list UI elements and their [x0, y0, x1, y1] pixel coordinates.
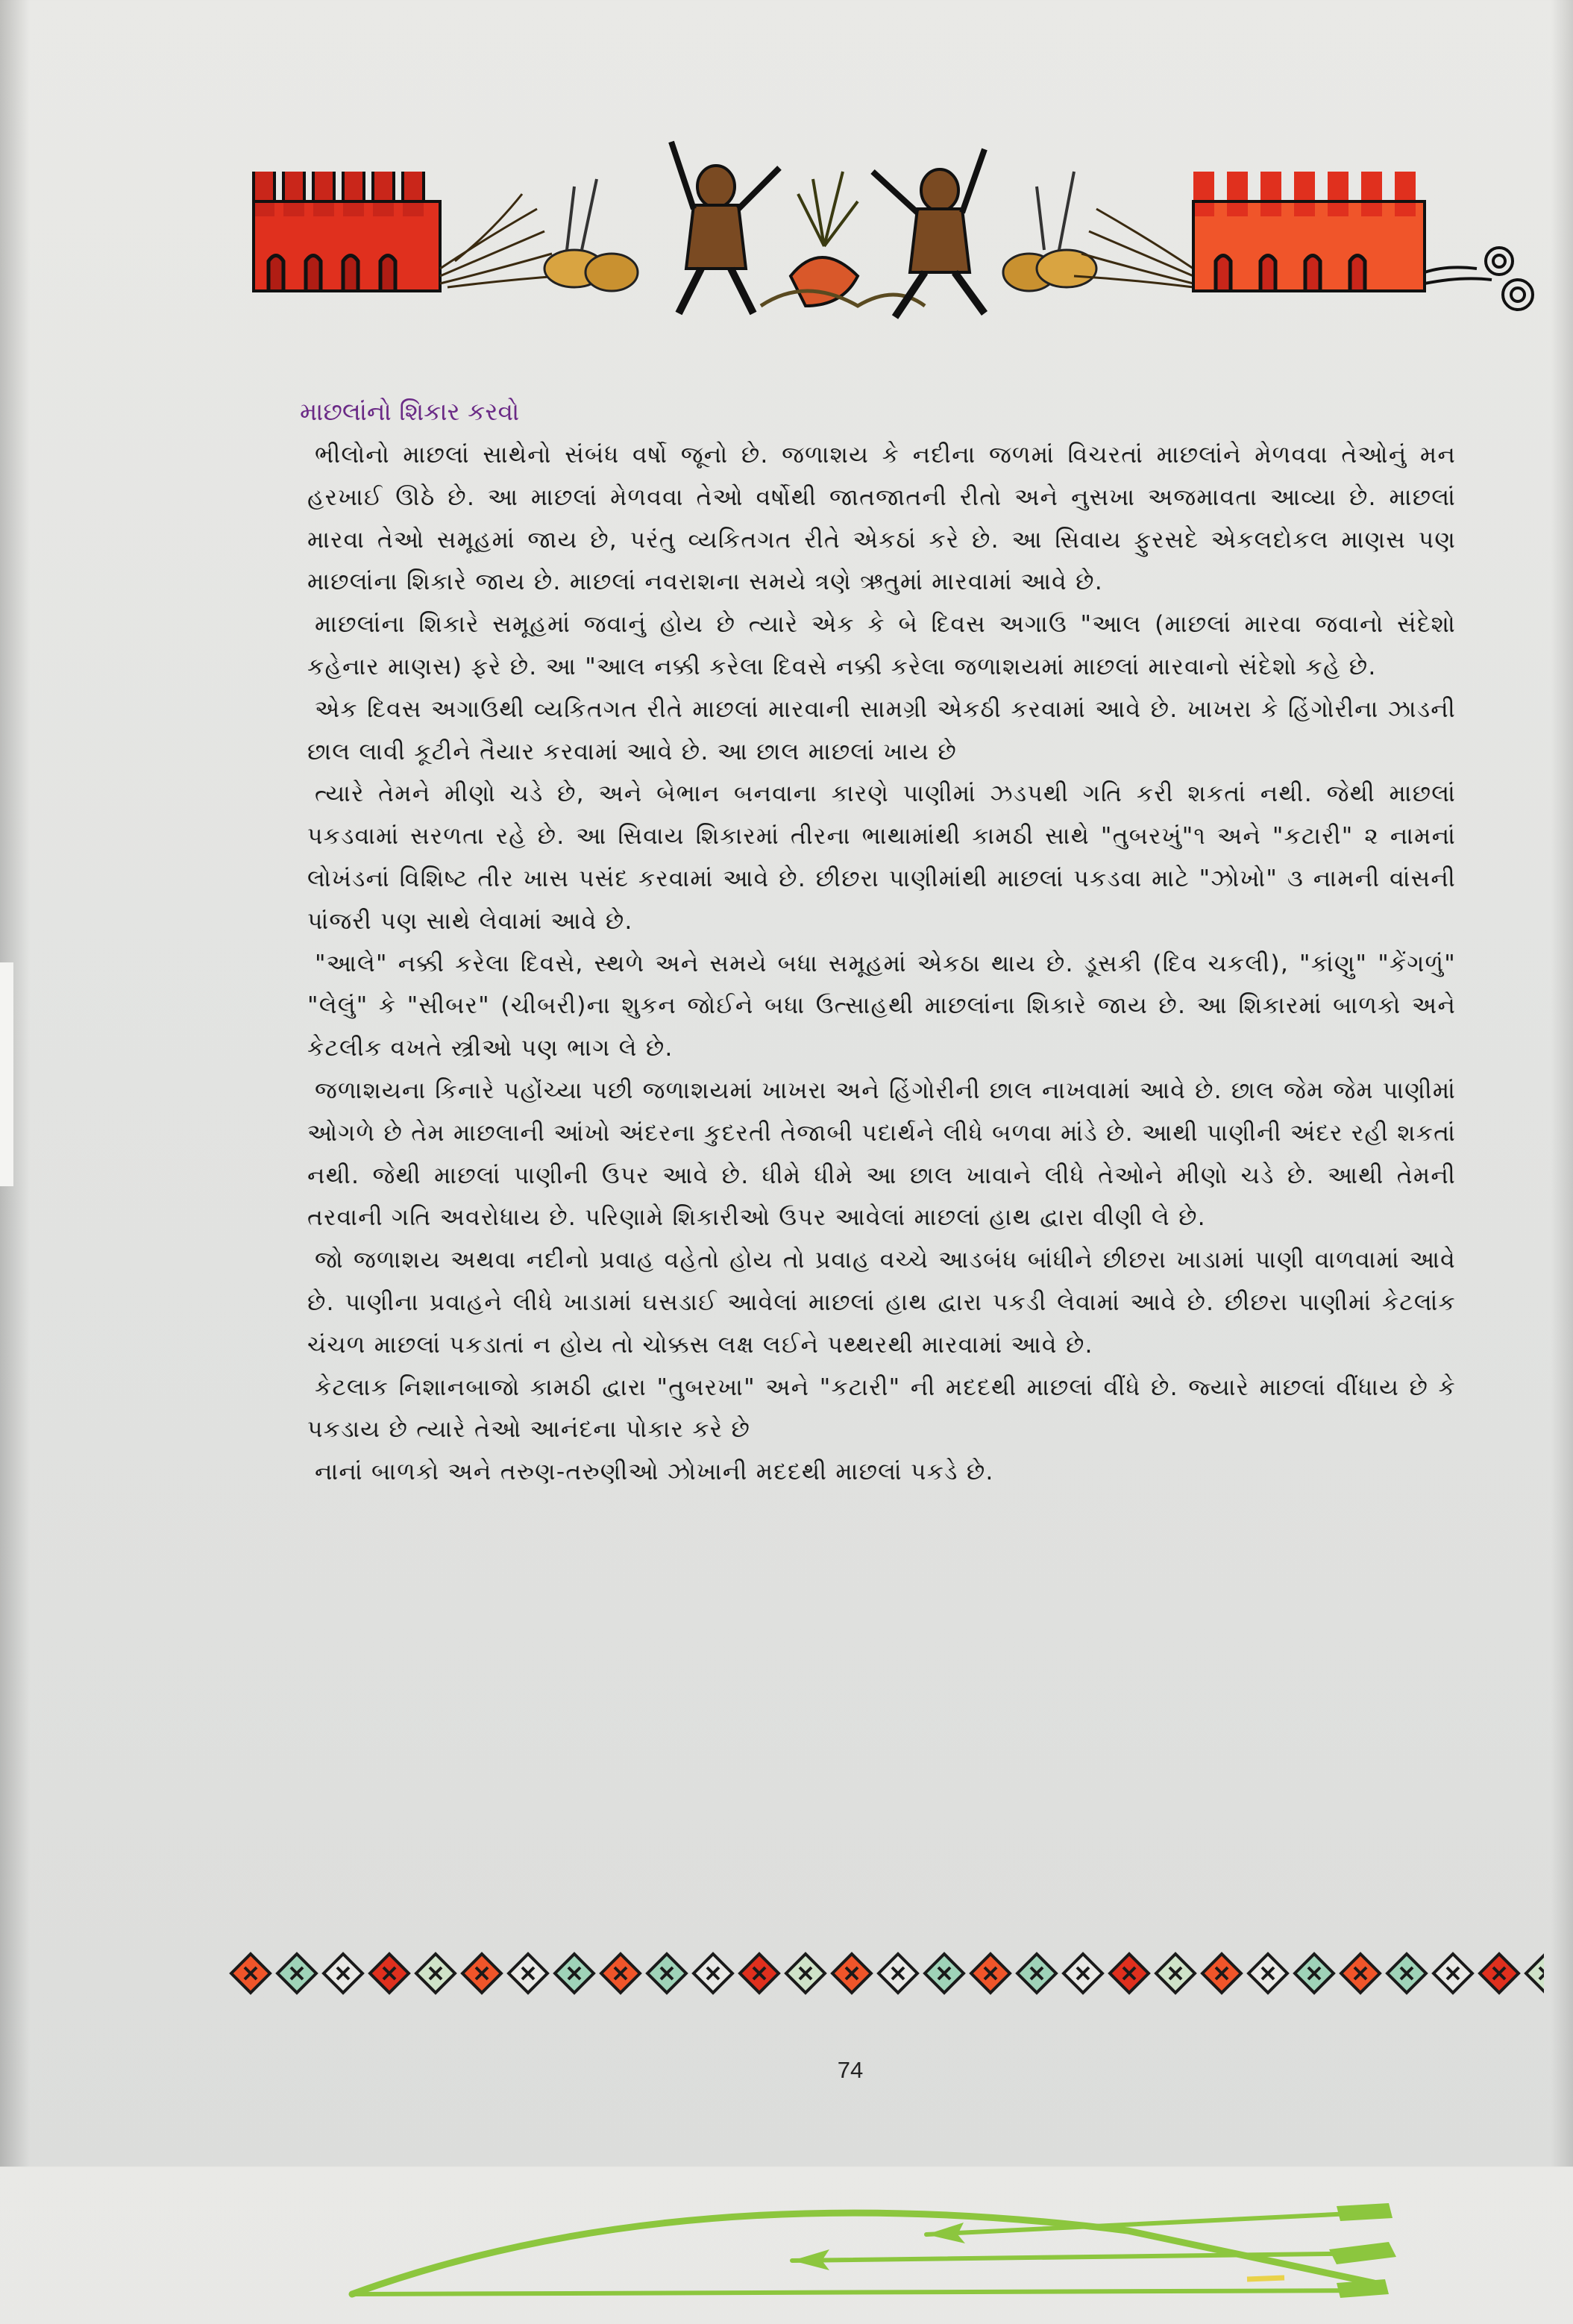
tribal-header-illustration — [224, 127, 1551, 336]
page-shadow — [1551, 0, 1573, 2167]
page-edge — [0, 962, 13, 1186]
spiral-ornament — [1425, 248, 1533, 310]
section-heading: માછલાંનો શિકાર કરવો — [300, 397, 520, 426]
red-figures-left — [254, 172, 440, 291]
body-text — [307, 434, 1456, 1494]
page-number: 74 — [837, 2057, 864, 2083]
paragraph: કેટલાક નિશાનબાજો કામઠી દ્વારા "તુબરખા" અને "કટારી" ની મદદથી માછલાં વીંધે છે. જ્યારે માછલાં વીંધાય છે કે પકડાય છે ત્યારે તેઓ આનંદના પોકાર કરે છે — [307, 1374, 1456, 1444]
bow-and-arrows-illustration — [345, 2190, 1404, 2324]
paragraph: ત્યારે તેમને મીણો ચડે છે, અને બેભાન બનવાના કારણે પાણીમાં ઝડપથી ગતિ કરી શકતાં નથી. જેથી માછલાં પકડવામાં સરળતા રહે છે. આ સિવાય શિકારમાં તીરના ભાથામાંથી કામઠી સાથે "તુબરખું"૧ અને "કટારી" ૨ નામનાં લોખંડનાં વિશિષ્ટ તીર ખાસ પસંદ કરવામાં આવે છે. છીછરા પાણીમાંથી માછલાં પકડવા માટે "ઝોખો" ૩ નામની વાંસની પાંજરી પણ સાથે લેવામાં આવે છે. — [307, 780, 1456, 935]
center-pot — [761, 172, 925, 306]
dancer-left — [671, 142, 779, 313]
paragraph: જળાશયના કિનારે પહોંચ્યા પછી જળાશયમાં ખાખરા અને હિંગોરીની છાલ નાખવામાં આવે છે. છાલ જેમ જેમ પાણીમાં ઓગળે છે તેમ માછલાની આંખો અંદરના કુદરતી તેજાબી પદાર્થને લીધે બળવા માંડે છે. આથી પાણીની અંદર રહી શકતાં નથી. જેથી માછલાં પાણીની ઉપર આવે છે. ધીમે ધીમે આ છાલ ખાવાને લીધે તેઓને મીણો ચડે છે. આથી તેમની તરવાની ગતિ અવરોધાય છે. પરિણામે શિકારીઓ ઉપર આવેલાં માછલાં હાથ દ્વારા વીણી લે છે. — [307, 1077, 1456, 1232]
paragraph: એક દિવસ અગાઉથી વ્યકિતગત રીતે માછલાં મારવાની સામગ્રી એકઠી કરવામાં આવે છે. ખાખરા કે હિંગોરીના ઝાડની છાલ લાવી કૂટીને તૈયાર કરવામાં આવે છે. આ છાલ માછલાં ખાય છે — [307, 695, 1456, 765]
dancer-right — [873, 149, 985, 317]
paragraph: નાનાં બાળકો અને તરુણ-તરુણીઓ ઝોખાની મદદથી માછલાં પકડે છે. — [315, 1459, 994, 1486]
red-figures-right — [1193, 172, 1425, 291]
border-diamond — [1526, 1954, 1544, 1993]
birds-left — [544, 179, 638, 291]
diamond-border-pattern — [216, 1944, 1544, 2003]
paragraph: માછલાંના શિકારે સમૂહમાં જવાનું હોય છે ત્યારે એક કે બે દિવસ અગાઉ "આલ (માછલાં મારવા જવાનો સંદેશો કહેનાર માણસ) ફરે છે. આ "આલ નક્કી કરેલા દિવસે નક્કી કરેલા જળાશયમાં માછલાં મારવાનો સંદેશો કહે છે. — [307, 611, 1456, 680]
paragraph: "આલે" નક્કી કરેલા દિવસે, સ્થળે અને સમયે બધા સમૂહમાં એકઠા થાય છે. ડૂસકી (દિવ ચકલી), "કાંણુ" "કેંગળું" "લેલું" કે "સીબર" (ચીબરી)ના શુકન જોઈને બધા ઉત્સાહથી માછલાંના શિકારે જાય છે. આ શિકારમાં બાળકો અને કેટલીક વખતે સ્ત્રીઓ પણ ભાગ લે છે. — [307, 950, 1456, 1062]
paragraph: જો જળાશય અથવા નદીનો પ્રવાહ વહેતો હોય તો પ્રવાહ વચ્ચે આડબંધ બાંધીને છીછરા ખાડામાં પાણી વાળવામાં આવે છે. પાણીના પ્રવાહને લીધે ખાડામાં ઘસડાઈ આવેલાં માછલાં હાથ દ્વારા પકડી લેવામાં આવે છે. છીછરા પાણીમાં કેટલાંક ચંચળ માછલાં પકડાતાં ન હોય તો ચોક્કસ લક્ષ લઈને પથ્થરથી મારવામાં આવે છે. — [307, 1247, 1456, 1359]
birds-right — [1003, 172, 1096, 291]
grass-sheaf-left — [440, 194, 559, 287]
paragraph: ભીલોનો માછલાં સાથેનો સંબંધ વર્ષો જૂનો છે. જળાશય કે નદીના જળમાં વિચરતાં માછલાંને મેળવવા તેઓનું મન હરખાઈ ઊઠે છે. આ માછલાં મેળવવા તેઓ વર્ષોથી જાતજાતની રીતો અને નુસખા અજમાવતા આવ્યા છે. માછલાં મારવા તેઓ સમૂહમાં જાય છે, પરંતુ વ્યકિતગત રીતે એકઠાં કરે છે. આ સિવાય ફુરસદે એકલદોકલ માણસ પણ માછલાંના શિકારે જાય છે. માછલાં નવરાશના સમયે ત્રણે ઋતુમાં મારવામાં આવે છે. — [307, 442, 1456, 596]
